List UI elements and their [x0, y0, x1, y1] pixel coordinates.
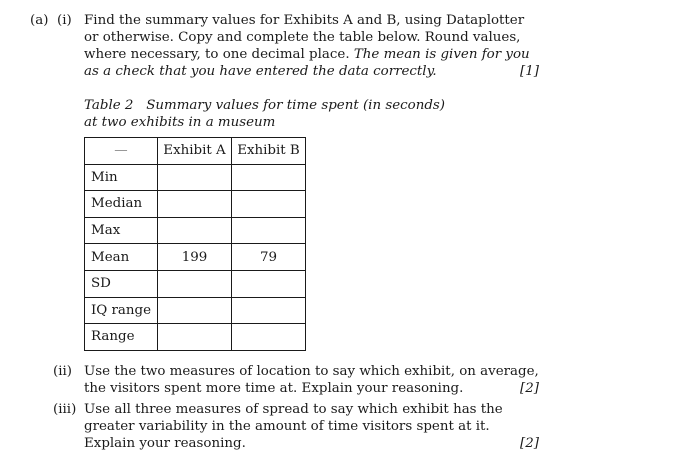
question-line: or otherwise. Copy and complete the table below. Round values, — [84, 30, 521, 45]
table-caption-line: Table 2 Summary values for time spent (in seconds) — [84, 98, 445, 113]
table-row — [85, 270, 306, 297]
marks-part-ii: [2] — [520, 381, 539, 396]
cell-mean-b: 79 — [232, 244, 306, 271]
cell-iq-range-b — [232, 297, 306, 324]
table-row — [85, 217, 306, 244]
table-row — [85, 244, 306, 271]
italic-note: The mean is given for you — [353, 47, 530, 62]
part-iii-question — [84, 401, 504, 452]
table-row — [85, 324, 306, 351]
question-line: Use the two measures of location to say which exhibit, on average, — [84, 364, 539, 379]
cell-median-b — [232, 191, 306, 218]
part-a-i-question — [84, 12, 530, 80]
question-line: the visitors spent more time at. Explain your reasoning. — [84, 381, 464, 396]
cell-median-a — [158, 191, 232, 218]
table-header-row — [85, 138, 306, 165]
summary-table — [84, 137, 306, 351]
cell-range-a — [158, 324, 232, 351]
cell-iq-range-a — [158, 297, 232, 324]
cell-max-a — [158, 217, 232, 244]
table-corner-cell: — — [85, 138, 158, 165]
question-line: Find the summary values for Exhibits A and B, using Dataplotter — [84, 13, 525, 28]
part-ii-label: (ii) — [53, 364, 73, 379]
row-label-min: Min — [85, 164, 158, 191]
question-line: Use all three measures of spread to say which exhibit has the — [84, 402, 503, 417]
part-iii-label: (iii) — [53, 402, 77, 417]
question-text: where necessary, to one decimal place. — [84, 47, 350, 62]
italic-note-continued: as a check that you have entered the data correctly. — [84, 64, 437, 79]
cell-sd-a — [158, 270, 232, 297]
row-label-range: Range — [85, 324, 158, 351]
table-caption — [84, 97, 504, 131]
cell-min-a — [158, 164, 232, 191]
cell-min-b — [232, 164, 306, 191]
row-label-max: Max — [85, 217, 158, 244]
question-line — [84, 46, 530, 63]
row-label-median: Median — [85, 191, 158, 218]
marks-part-iii: [2] — [520, 436, 539, 451]
row-label-mean: Mean — [85, 244, 158, 271]
part-a-label: (a) — [30, 13, 49, 28]
question-line: Explain your reasoning. — [84, 436, 246, 451]
question-line: greater variability in the amount of time visitors spent at it. — [84, 419, 490, 434]
cell-max-b — [232, 217, 306, 244]
row-label-sd: SD — [85, 270, 158, 297]
cell-sd-b — [232, 270, 306, 297]
table-row — [85, 191, 306, 218]
table-caption-line: at two exhibits in a museum — [84, 115, 276, 130]
header-exhibit-a: Exhibit A — [158, 138, 232, 165]
cell-range-b — [232, 324, 306, 351]
table-row — [85, 297, 306, 324]
marks-part-a-i: [1] — [520, 64, 539, 79]
cell-mean-a: 199 — [158, 244, 232, 271]
header-exhibit-b: Exhibit B — [232, 138, 306, 165]
table-row — [85, 164, 306, 191]
part-a-i-label: (i) — [57, 13, 72, 28]
part-ii-question — [84, 363, 539, 397]
row-label-iq-range: IQ range — [85, 297, 158, 324]
